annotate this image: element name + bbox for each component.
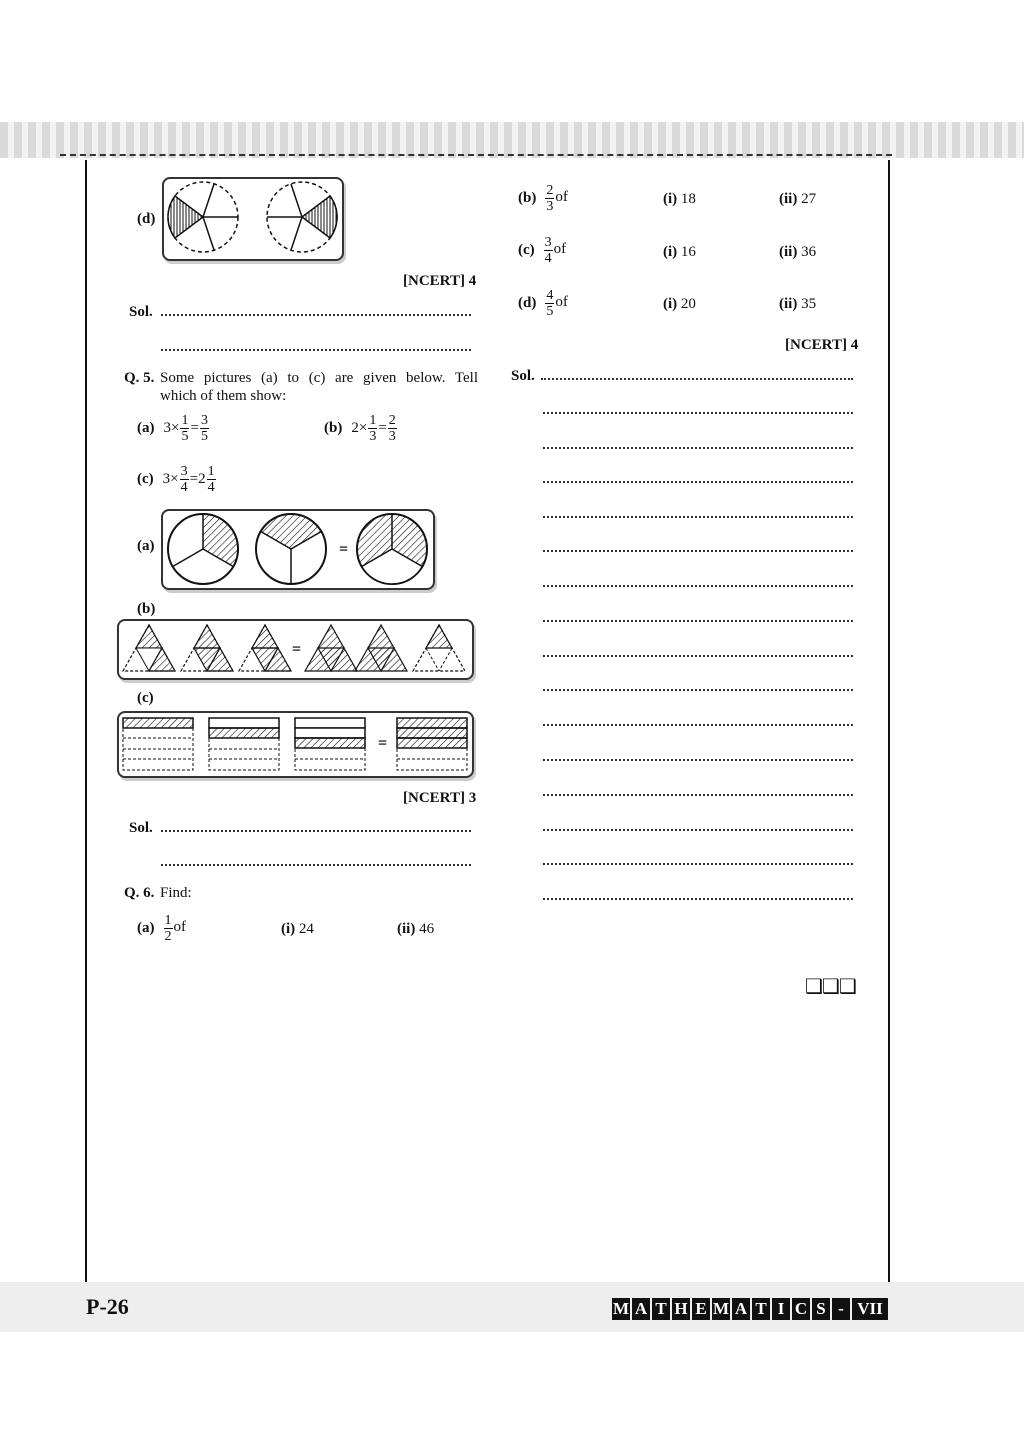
q6d-part-i: (i) 20 <box>663 296 696 312</box>
q6a-row <box>137 908 186 948</box>
logo-letter: M <box>712 1299 730 1318</box>
picture-c-bars <box>119 713 472 776</box>
expression-c <box>137 459 217 499</box>
ncert-tag-2: [NCERT] 3 <box>403 790 477 806</box>
equals-sign: = <box>378 735 388 752</box>
q6c-part-ii: (ii) 36 <box>779 244 817 260</box>
bar-2 <box>209 718 279 770</box>
fraction: $\frac{3}{4}$ <box>544 234 552 266</box>
answer-line <box>543 655 853 657</box>
triangle-3 <box>239 625 291 671</box>
picture-b-label: (b) <box>137 601 156 617</box>
answer-line <box>161 349 471 351</box>
picture-c <box>117 711 474 778</box>
figure-d-circles <box>164 179 342 259</box>
q6c-part-i: (i) 16 <box>663 244 696 260</box>
q5-text-line1: Some pictures (a) to (c) are given below. Tell <box>160 370 478 386</box>
bar-result <box>397 718 467 770</box>
expression-b <box>324 408 398 448</box>
q6d-part-ii: (ii) 35 <box>779 296 817 312</box>
expr-b-label: (b) <box>324 420 343 436</box>
fraction: $\frac{4}{5}$ <box>546 287 554 319</box>
logo-letter: C <box>792 1298 810 1320</box>
q6a-part-i: (i) 24 <box>281 921 314 937</box>
logo-letter: VII <box>852 1298 888 1320</box>
option-d-label: (d) <box>137 211 156 227</box>
right-margin-rule <box>888 160 890 1284</box>
ncert-tag-1: [NCERT] 4 <box>403 273 477 289</box>
of-text: of <box>173 919 186 935</box>
circle-left <box>168 182 238 252</box>
q5-text-line2: which of them show: <box>160 388 287 404</box>
left-margin-rule <box>85 160 87 1284</box>
expr-c-label: (c) <box>137 471 154 487</box>
expr-a-whole: 3 <box>163 420 171 436</box>
answer-line <box>161 864 471 866</box>
q6d-label: (d) <box>518 295 537 311</box>
equals-sign: = <box>189 471 199 487</box>
logo-letter: E <box>692 1298 710 1320</box>
of-text: of <box>555 294 568 310</box>
fraction: $\frac{2}{3}$ <box>546 182 554 214</box>
fraction: $\frac{1}{2}$ <box>164 912 172 944</box>
ncert-tag-3: [NCERT] 4 <box>785 337 859 353</box>
times-sign: × <box>171 420 180 436</box>
q6-text: Find: <box>160 885 192 901</box>
fraction: $\frac{1}{5}$ <box>181 412 189 444</box>
circle-right <box>267 182 337 252</box>
triangle-1 <box>123 625 175 671</box>
sol-label-2: Sol. <box>129 820 153 836</box>
fraction: $\frac{3}{5}$ <box>200 412 208 444</box>
logo-letter: I <box>772 1298 790 1320</box>
expr-a-label: (a) <box>137 420 155 436</box>
q6b-row <box>518 178 568 218</box>
answer-line <box>543 620 853 622</box>
bar-1 <box>123 718 193 770</box>
expression-a <box>137 408 210 448</box>
page-number: P-26 <box>86 1294 129 1319</box>
bar-3 <box>295 718 365 770</box>
answer-line <box>543 794 853 796</box>
sol-label-3: Sol. <box>511 368 535 384</box>
q6b-part-i: (i) 18 <box>663 191 696 207</box>
picture-b <box>117 619 474 680</box>
q6a-part-ii: (ii) 46 <box>397 921 435 937</box>
answer-line <box>543 863 853 865</box>
answer-line <box>543 412 853 414</box>
q5-number: Q. 5. <box>124 370 155 386</box>
equals-sign: = <box>378 420 387 436</box>
answer-line <box>543 550 853 552</box>
of-text: of <box>555 189 568 205</box>
fraction: $\frac{1}{4}$ <box>207 463 215 495</box>
answer-line <box>543 759 853 761</box>
answer-line <box>161 830 471 832</box>
of-text: of <box>553 241 567 257</box>
answer-line <box>543 898 853 900</box>
q6c-label: (c) <box>518 242 535 258</box>
answer-line <box>543 585 853 587</box>
q6b-part-ii: (ii) 27 <box>779 191 817 207</box>
equals-sign: = <box>339 541 349 558</box>
picture-a <box>161 509 435 590</box>
sol-label-1: Sol. <box>129 304 153 320</box>
mixed-whole: 2 <box>198 471 206 487</box>
q6b-label: (b) <box>518 190 537 206</box>
answer-line <box>543 481 853 483</box>
logo-letter: T <box>752 1298 770 1320</box>
triangle-4 <box>305 625 357 671</box>
answer-line <box>543 689 853 691</box>
q6d-row <box>518 283 568 323</box>
logo-letter: A <box>732 1298 750 1320</box>
fraction: $\frac{2}{3}$ <box>388 412 396 444</box>
header-band <box>0 122 1024 158</box>
answer-line <box>543 447 853 449</box>
answer-line <box>543 829 853 831</box>
picture-b-triangles <box>119 621 472 678</box>
answer-line <box>543 516 853 518</box>
figure-d <box>162 177 344 261</box>
expr-c-whole: 3 <box>162 471 171 487</box>
fraction: $\frac{1}{3}$ <box>369 412 377 444</box>
end-mark-icon: ❑❑❑ <box>805 974 856 998</box>
picture-a-circles <box>163 511 433 588</box>
header-divider <box>60 154 892 156</box>
circle-2 <box>256 514 326 584</box>
logo-letter: - <box>832 1298 850 1320</box>
picture-c-label: (c) <box>137 690 154 706</box>
logo-letter: H <box>672 1298 690 1320</box>
times-sign: × <box>170 471 179 487</box>
expr-b-whole: 2 <box>351 420 359 436</box>
logo-letter: S <box>812 1298 830 1320</box>
times-sign: × <box>358 420 368 436</box>
fraction: $\frac{3}{4}$ <box>180 463 188 495</box>
triangle-6 <box>413 625 465 671</box>
picture-a-label: (a) <box>137 538 155 554</box>
answer-line <box>161 314 471 316</box>
answer-line <box>541 378 853 380</box>
logo-letter: T <box>652 1298 670 1320</box>
subject-logo <box>612 1298 888 1320</box>
q6a-label: (a) <box>137 920 155 936</box>
equals-sign: = <box>292 641 302 658</box>
q6-number: Q. 6. <box>124 885 155 901</box>
circle-1 <box>168 514 238 584</box>
logo-letter: A <box>632 1298 650 1320</box>
q6c-row <box>518 230 566 270</box>
triangle-2 <box>181 625 233 671</box>
circle-3 <box>357 514 427 584</box>
logo-letter: M <box>612 1299 630 1318</box>
answer-line <box>543 724 853 726</box>
triangle-5 <box>355 625 407 671</box>
equals-sign: = <box>190 420 199 436</box>
